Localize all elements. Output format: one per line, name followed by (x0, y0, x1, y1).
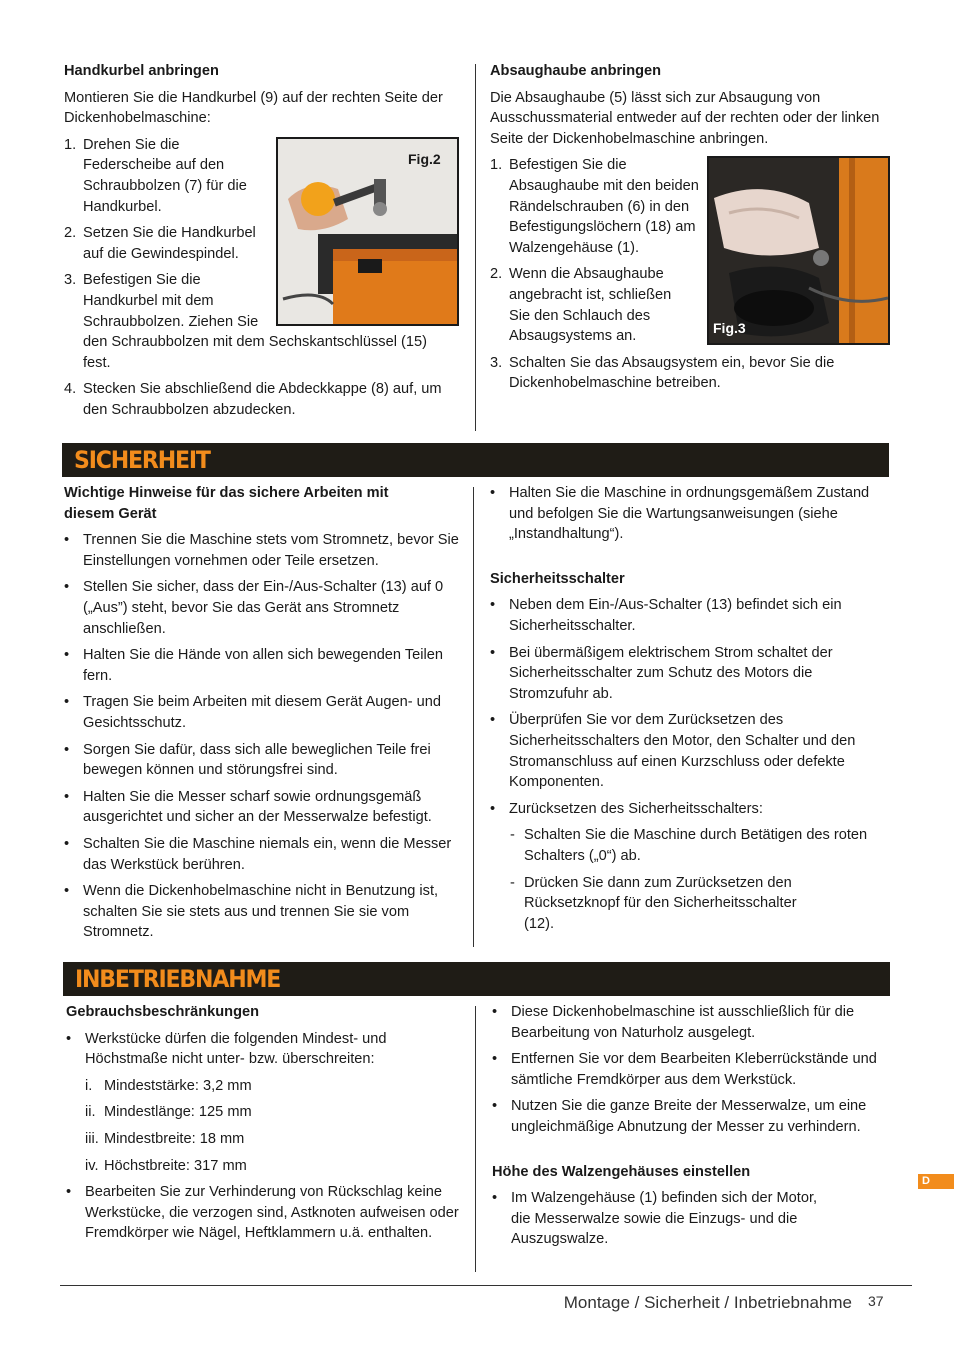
list-item: • Diese Dickenhobelmaschine ist ausschließlich für die Bearbeitung von Naturholz ausgelegt. (492, 1004, 855, 1041)
list-item: • Halten Sie die Messer scharf sowie ordnungsgemäß ausgerichtet und sicher an der Messerwalze befestigt. (64, 788, 432, 826)
list-item: iv. Höchstbreite: 317 mm (85, 1157, 247, 1174)
list-item: iii. Mindestbreite: 18 mm (85, 1130, 245, 1147)
list-item: • Tragen Sie beim Arbeiten mit diesem Gerät Augen- und Gesichtsschutz. (64, 694, 442, 731)
list-item: • Bei übermäßigem elektrischem Strom schaltet der Sicherheitsschalter zum Schutz des Motors die Stromzufuhr ab. (490, 644, 833, 702)
list-item: • Trennen Sie die Maschine stets vom Stromnetz, bevor Sie Einstellungen vornehmen oder Teile ersetzen. (64, 532, 459, 569)
section-banner-inbetriebnahme (63, 962, 890, 996)
list-item: 1. Drehen Sie die Federscheibe auf den Schraubbolzen (7) für die Handkurbel. (64, 136, 247, 215)
column-divider (475, 1006, 476, 1272)
sicherheit-right-column (490, 483, 890, 940)
figure-label: Fig.2 (408, 151, 441, 167)
inbetriebnahme-left-column (66, 1002, 466, 1250)
column-divider (473, 487, 474, 947)
list-item: 2. Setzen Sie die Handkurbel auf die Gewindespindel. (64, 225, 256, 262)
heading-wichtige-hinweise: Wichtige Hinweise für das sichere Arbeiten mit diesem Gerät (64, 485, 389, 522)
list-item: • Schalten Sie die Maschine niemals ein, wenn die Messer das Werkstück berühren. (64, 835, 452, 873)
bullet-list-sicherheit (64, 530, 464, 943)
list-item: • Neben dem Ein-/Aus-Schalter (13) befindet sich ein Sicherheitsschalter. (490, 597, 842, 634)
footer-section-title: Montage / Sicherheit / Inbetriebnahme (563, 1293, 852, 1312)
list-item: i. Mindeststärke: 3,2 mm (85, 1077, 252, 1094)
heading-walzengehaeuse: Höhe des Walzengehäuses einstellen (492, 1163, 751, 1180)
list-item: • Halten Sie die Maschine in ordnungsgemäßem Zustand und befolgen Sie die Wartungsanweisungen (siehe „Instandhaltung“). (490, 485, 870, 543)
figure-label: Fig.3 (713, 320, 746, 336)
bullet-list-sicherheitsschalter (490, 595, 890, 934)
list-item-continued: den Schraubbolzen mit dem Sechskantschlüssel (15) fest. (83, 334, 427, 371)
list-item: 2. Wenn die Absaughaube angebracht ist, schließen Sie den Schlauch des Absaugsystems an. (490, 266, 672, 345)
intro-absaughaube: Die Absaughaube (5) lässt sich zur Absaugung von Ausschussmaterial entweder auf der rechten oder der linken Seite der Dickenhobelmaschine anbringen. (490, 89, 880, 147)
list-item: • Halten Sie die Hände von allen sich bewegenden Teilen fern. (64, 647, 443, 684)
list-item: • Entfernen Sie vor dem Bearbeiten Kleberrückstände und sämtliche Fremdkörper aus dem Werkstück. (492, 1051, 877, 1088)
list-item: • Stellen Sie sicher, dass der Ein-/Aus-Schalter (13) auf 0 („Aus”) steht, bevor Sie das Gerät ans Stromnetz anschließen. (64, 579, 444, 637)
list-item: 4. Stecken Sie abschließend die Abdeckkappe (8) auf, um den Schraubbolzen abzudecken. (64, 381, 442, 418)
roman-list (66, 1076, 466, 1176)
list-item: • Wenn die Dickenhobelmaschine nicht in Benutzung ist, schalten Sie sie stets aus und trennen Sie sie vom Stromnetz. (64, 883, 439, 941)
list-item: • Im Walzengehäuse (1) befinden sich der Motor, die Messerwalze sowie die Einzugs- und die Auszugswalze. (492, 1190, 818, 1248)
figure-3-absaughaube-photo (707, 156, 890, 345)
intro-handkurbel: Montieren Sie die Handkurbel (9) auf der rechten Seite der Dickenhobelmaschine: (64, 89, 443, 127)
figure-2-handkurbel-photo (276, 137, 459, 326)
sub-list-item: - Drücken Sie dann zum Zurücksetzen den Rücksetzknopf für den Sicherheitsschalter (12). (510, 874, 797, 932)
list-item: • Sorgen Sie dafür, dass sich alle beweglichen Teile frei bewegen können und störungsfrei sind. (64, 741, 431, 779)
page-number: 37 (868, 1293, 884, 1309)
figure-3-illustration (709, 158, 888, 343)
footer-divider (60, 1285, 912, 1286)
heading-sicherheitsschalter: Sicherheitsschalter (490, 570, 625, 587)
list-item: 1. Befestigen Sie die Absaughaube mit den beiden Rändelschrauben (6) in den Befestigungslöchern (18) am Walzengehäuse (1). (490, 157, 699, 256)
list-item: • Zurücksetzen des Sicherheitsschalters: (490, 800, 763, 817)
section-title: SICHERHEIT (74, 446, 210, 474)
list-item: ii. Mindestlänge: 125 mm (85, 1104, 252, 1121)
sicherheit-left-column (64, 483, 464, 949)
list-item: 3. Befestigen Sie die Handkurbel mit dem Schraubbolzen. Ziehen Sie (64, 272, 259, 330)
heading-handkurbel: Handkurbel anbringen (64, 63, 219, 79)
heading-absaughaube: Absaughaube anbringen (490, 63, 662, 79)
language-tab: D (918, 1174, 954, 1189)
list-item: • Werkstücke dürfen die folgenden Mindest- und Höchstmaße nicht unter- bzw. überschreiten: (66, 1030, 387, 1068)
section-banner-sicherheit (62, 443, 889, 477)
list-item: • Überprüfen Sie vor dem Zurücksetzen des Sicherheitsschalters den Motor, den Schalter und den Stromanschluss auf einen Kurzschluss oder defekte Komponenten. (490, 712, 856, 791)
list-item: • Nutzen Sie die ganze Breite der Messerwalze, um eine ungleichmäßige Abnutzung der Messer zu verhindern. (492, 1098, 867, 1135)
sub-list (490, 825, 890, 934)
column-divider (475, 64, 476, 431)
inbetriebnahme-right-column (492, 1002, 892, 1256)
section-title: INBETRIEBNAHME (75, 965, 281, 993)
heading-gebrauchsbeschraenkungen: Gebrauchsbeschränkungen (66, 1004, 260, 1020)
sub-list-item: - Schalten Sie die Maschine durch Betätigen des roten Schalters („0“) ab. (510, 827, 868, 864)
list-item: 3. Schalten Sie das Absaugsystem ein, bevor Sie die Dickenhobelmaschine betreiben. (490, 354, 835, 392)
list-item: • Bearbeiten Sie zur Verhinderung von Rückschlag keine Werkstücke, die verzogen sind, Astknoten aufweisen oder Fremdkörper wie Nägel, Heftklammern u.ä. enthalten. (66, 1184, 459, 1242)
